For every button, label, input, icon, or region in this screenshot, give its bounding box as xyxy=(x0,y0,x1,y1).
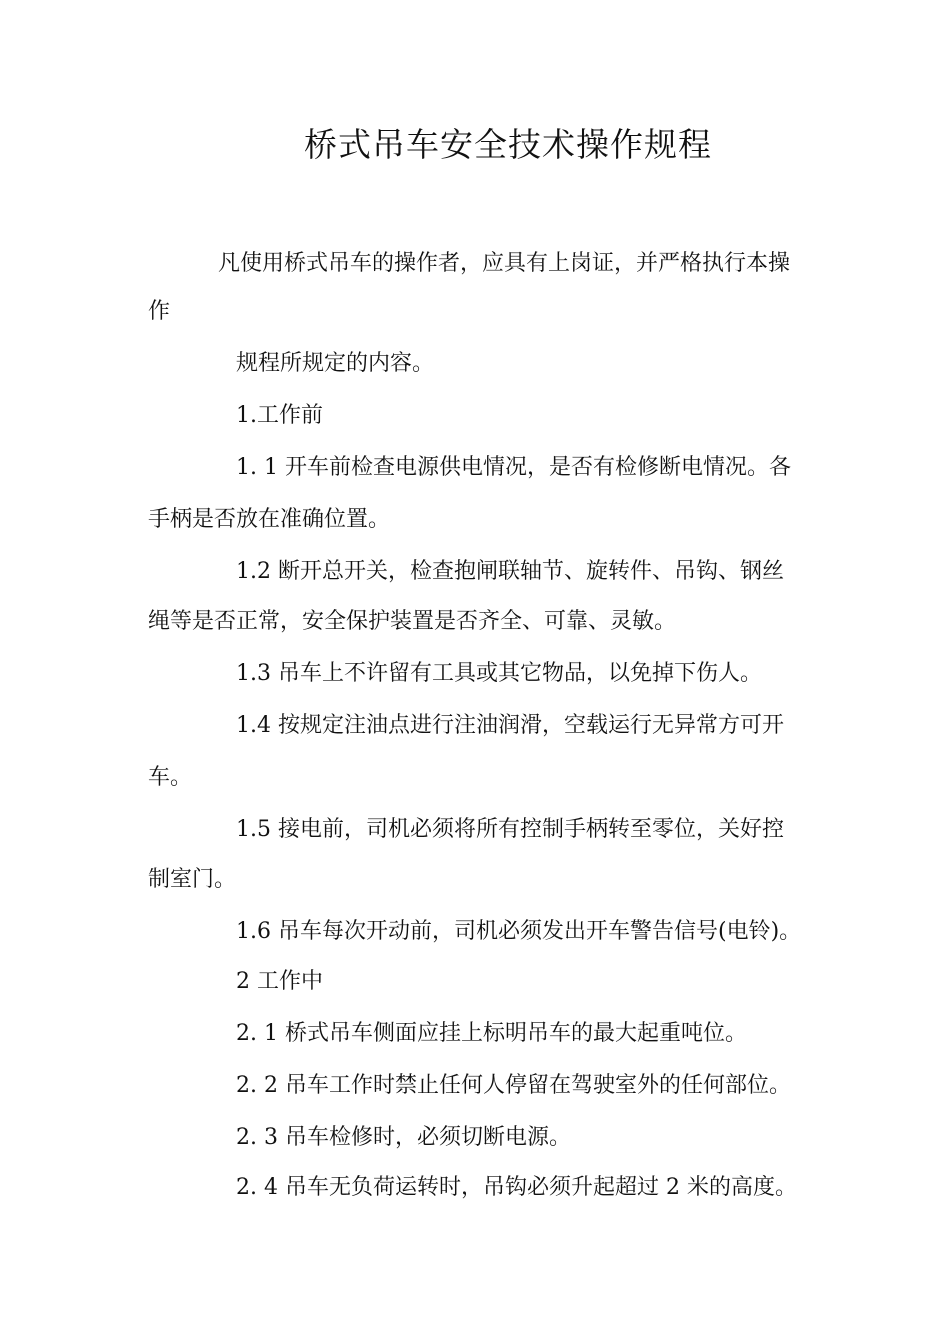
text-line: 手柄是否放在准确位置。 xyxy=(148,507,391,532)
text-line: 制室门。 xyxy=(148,867,237,892)
document-title: 桥式吊车安全技术操作规程 xyxy=(304,125,712,164)
text-line: 2. 4 吊车无负荷运转时，吊钩必须升起超过 2 米的高度。 xyxy=(236,1175,797,1200)
text-line: 2. 3 吊车检修时，必须切断电源。 xyxy=(236,1125,571,1150)
text-line: 1.3 吊车上不许留有工具或其它物品，以免掉下伤人。 xyxy=(236,661,762,686)
section-heading: 1.工作前 xyxy=(236,403,323,428)
text-line: 2. 2 吊车工作时禁止任何人停留在驾驶室外的任何部位。 xyxy=(236,1073,791,1098)
text-line: 绳等是否正常，安全保护装置是否齐全、可靠、灵敏。 xyxy=(148,609,677,634)
text-line: 1. 1 开车前检查电源供电情况，是否有检修断电情况。各 xyxy=(236,455,791,480)
text-line: 车。 xyxy=(148,765,193,790)
text-line: 凡使用桥式吊车的操作者，应具有上岗证，并严格执行本操 xyxy=(218,251,791,276)
text-line: 1.2 断开总开关，检查抱闸联轴节、旋转件、吊钩、钢丝 xyxy=(236,559,784,584)
section-heading: 2 工作中 xyxy=(236,969,323,994)
text-line: 作 xyxy=(148,299,171,324)
text-line: 1.5 接电前，司机必须将所有控制手柄转至零位，关好控 xyxy=(236,817,784,842)
text-line: 1.4 按规定注油点进行注油润滑，空载运行无异常方可开 xyxy=(236,713,784,738)
text-line: 规程所规定的内容。 xyxy=(236,351,435,376)
text-line: 2. 1 桥式吊车侧面应挂上标明吊车的最大起重吨位。 xyxy=(236,1021,747,1046)
text-line: 1.6 吊车每次开动前，司机必须发出开车警告信号(电铃)。 xyxy=(236,919,802,944)
